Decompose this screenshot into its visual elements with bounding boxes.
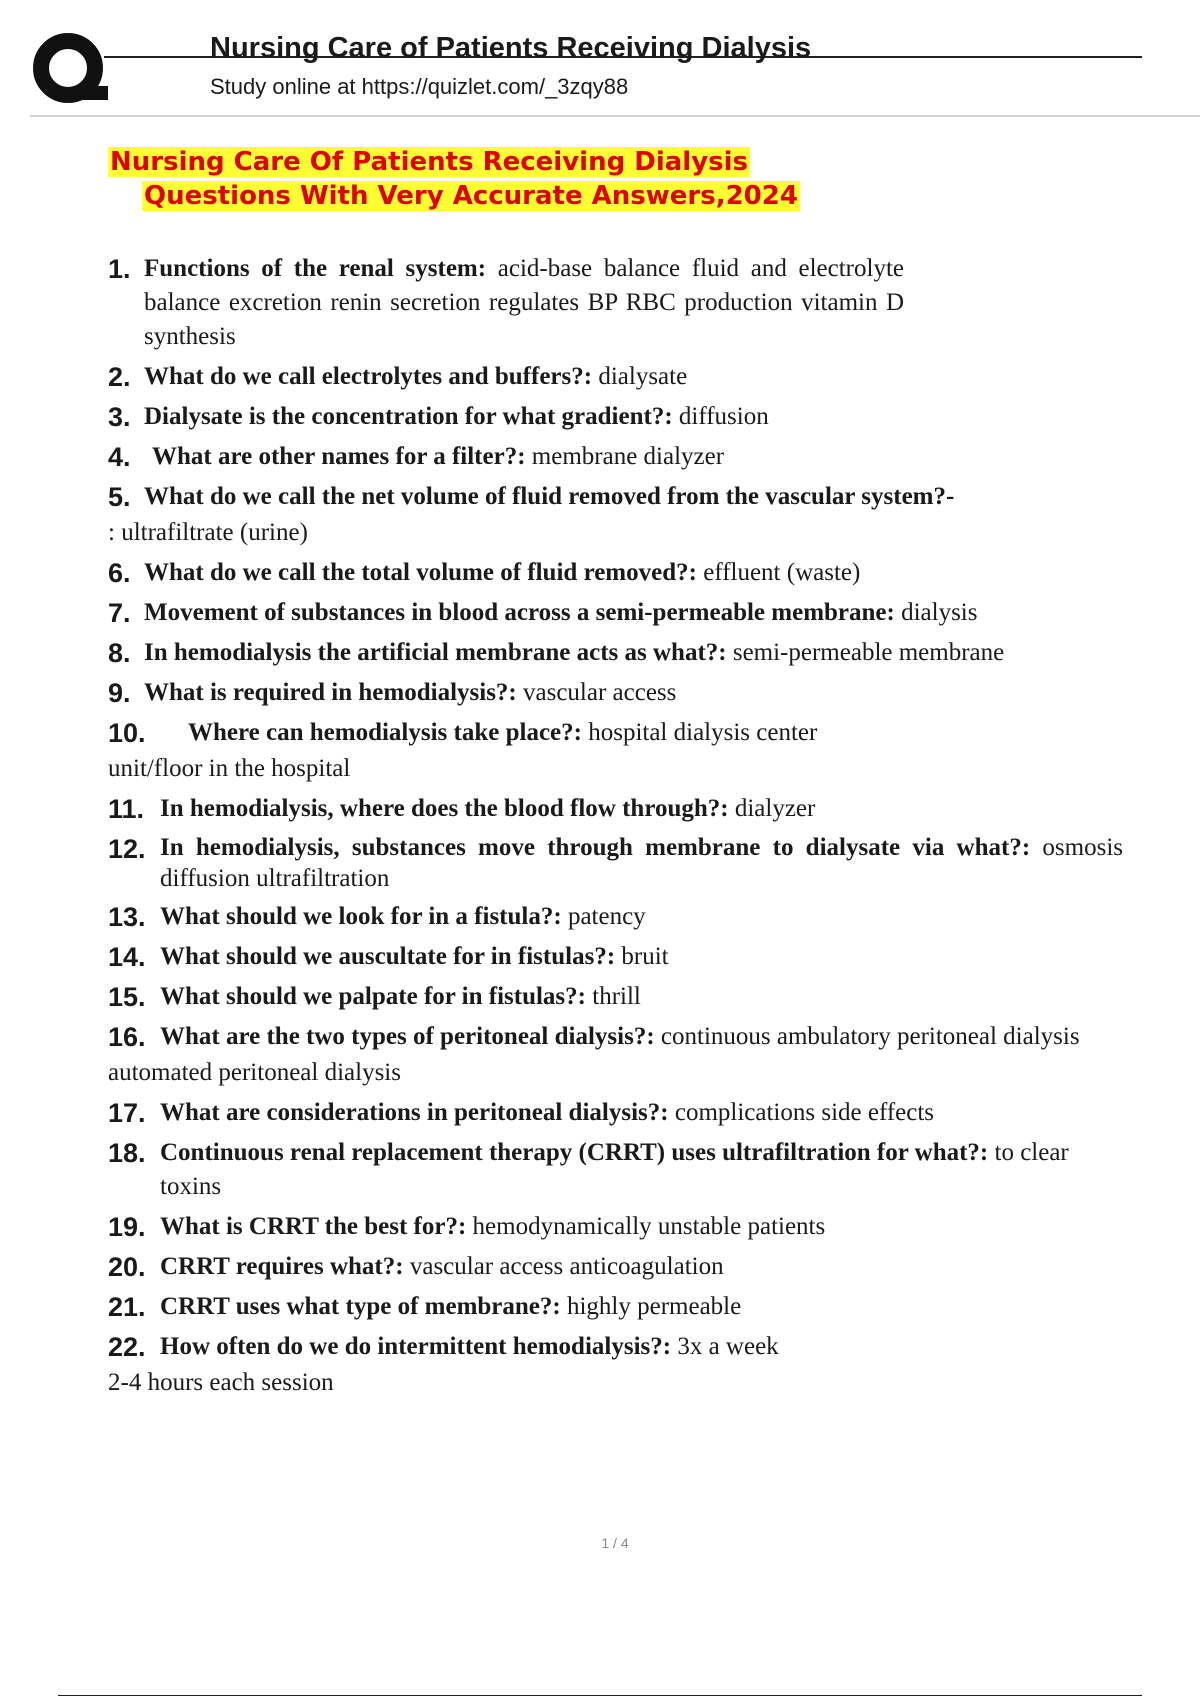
question: What is CRRT the best for?: — [160, 1213, 467, 1240]
page-number: 1 / 4 — [601, 1535, 629, 1551]
answer: dialysate — [592, 363, 688, 390]
qa-item — [108, 1290, 1123, 1324]
qa-item — [108, 1096, 1123, 1130]
header-subtitle-link[interactable]: Study online at https://quizlet.com/_3zqy88 — [210, 74, 629, 99]
header-divider — [30, 115, 1200, 117]
qa-item — [108, 676, 1123, 710]
qa-item — [108, 980, 1123, 1014]
answer: acid-base balance fluid and electrolyte balance excretion renin secretion regulates BP RBC production vitamin D synthesis — [144, 255, 904, 350]
item-number: 8. — [108, 638, 131, 668]
qa-item — [108, 1136, 1123, 1204]
item-number: 13. — [108, 902, 146, 932]
item-number: 18. — [108, 1138, 146, 1168]
question: In hemodialysis, where does the blood flow through?: — [160, 795, 729, 822]
question: CRRT uses what type of membrane?: — [160, 1293, 561, 1320]
item-number: 12. — [108, 834, 146, 864]
answer: to clear toxins — [160, 1139, 1069, 1200]
qa-item — [108, 252, 1123, 354]
qa-list — [108, 252, 1123, 1406]
item-number: 6. — [108, 558, 131, 588]
item-number: 4. — [108, 442, 131, 472]
answer: dialyzer — [728, 795, 816, 822]
answer: thrill — [586, 983, 641, 1010]
question: What do we call electrolytes and buffers?: — [144, 363, 593, 390]
question: What do we call the net volume of fluid removed from the vascular system?- — [144, 483, 955, 510]
qa-item — [108, 716, 1123, 750]
answer-continuation: unit/floor in the hospital — [108, 755, 351, 782]
qa-item — [108, 596, 1123, 630]
qa-item — [108, 900, 1123, 934]
question: What should we palpate for in fistulas?: — [160, 983, 586, 1010]
qa-item — [108, 1250, 1123, 1284]
qa-item — [108, 832, 1123, 894]
qa-item — [108, 480, 1123, 514]
qa-item — [108, 1210, 1123, 1244]
item-number: 19. — [108, 1212, 146, 1242]
question: What are considerations in peritoneal dialysis?: — [160, 1099, 669, 1126]
answer: semi-permeable membrane — [726, 639, 1005, 666]
answer-continuation: automated peritoneal dialysis — [108, 1059, 401, 1086]
answer: hemodynamically unstable patients — [466, 1213, 826, 1240]
question: What do we call the total volume of fluid removed?: — [144, 559, 697, 586]
item-number: 11. — [108, 794, 145, 824]
item-number: 2. — [108, 362, 131, 392]
answer: dialysis — [894, 599, 978, 626]
question: Continuous renal replacement therapy (CRRT) uses ultrafiltration for what?: — [160, 1139, 989, 1166]
answer-continuation: 2-4 hours each session — [108, 1369, 334, 1396]
question: In hemodialysis the artificial membrane acts as what?: — [144, 639, 727, 666]
qa-item — [108, 792, 1123, 826]
item-number: 16. — [108, 1022, 146, 1052]
answer: patency — [561, 903, 646, 930]
item-number: 17. — [108, 1098, 146, 1128]
answer: vascular access — [516, 679, 677, 706]
quizlet-q-logo-icon — [30, 30, 110, 110]
qa-item — [108, 1330, 1123, 1364]
question: What are other names for a filter?: — [152, 443, 526, 470]
header-title: Nursing Care of Patients Receiving Dialysis — [210, 32, 812, 64]
qa-item — [108, 360, 1123, 394]
answer: osmosis diffusion ultrafiltration — [160, 834, 1123, 892]
qa-item — [108, 556, 1123, 590]
item-number: 7. — [108, 598, 131, 628]
question: How often do we do intermittent hemodialysis?: — [160, 1333, 672, 1360]
question: Where can hemodialysis take place?: — [188, 719, 582, 746]
qa-item — [108, 1020, 1123, 1054]
question: What are the two types of peritoneal dialysis?: — [160, 1023, 655, 1050]
item-number: 9. — [108, 678, 131, 708]
answer: vascular access anticoagulation — [403, 1253, 724, 1280]
qa-item — [108, 440, 1123, 474]
answer: highly permeable — [560, 1293, 742, 1320]
document-title-line-1: Nursing Care Of Patients Receiving Dialysis — [110, 147, 749, 177]
item-number: 3. — [108, 402, 131, 432]
answer: bruit — [615, 943, 669, 970]
item-number: 14. — [108, 942, 146, 972]
qa-item — [108, 940, 1123, 974]
answer: diffusion — [672, 403, 769, 430]
document-title-line-2: Questions With Very Accurate Answers,2024 — [144, 181, 798, 211]
item-number: 15. — [108, 982, 146, 1012]
answer: 3x a week — [671, 1333, 779, 1360]
item-number: 5. — [108, 482, 131, 512]
item-number: 10. — [108, 718, 146, 748]
question: Functions of the renal system: — [144, 255, 487, 282]
answer: hospital dialysis center — [581, 719, 818, 746]
answer-continuation: : ultrafiltrate (urine) — [108, 519, 308, 546]
item-number: 21. — [108, 1292, 146, 1322]
item-number: 20. — [108, 1252, 146, 1282]
question: Movement of substances in blood across a semi-permeable membrane: — [144, 599, 895, 626]
question: What should we auscultate for in fistulas?: — [160, 943, 616, 970]
question: CRRT requires what?: — [160, 1253, 404, 1280]
footer-rule — [58, 1695, 1142, 1696]
answer: effluent (waste) — [696, 559, 861, 586]
question: In hemodialysis, substances move through membrane to dialysate via what?: — [160, 834, 1031, 861]
question: Dialysate is the concentration for what gradient?: — [144, 403, 673, 430]
item-number: 22. — [108, 1332, 146, 1362]
question: What should we look for in a fistula?: — [160, 903, 562, 930]
document-title — [108, 145, 800, 213]
qa-item — [108, 636, 1123, 670]
answer: continuous ambulatory peritoneal dialysis — [654, 1023, 1080, 1050]
item-number: 1. — [108, 254, 131, 284]
question: What is required in hemodialysis?: — [144, 679, 517, 706]
answer: complications side effects — [668, 1099, 935, 1126]
answer: membrane dialyzer — [525, 443, 725, 470]
qa-item — [108, 400, 1123, 434]
